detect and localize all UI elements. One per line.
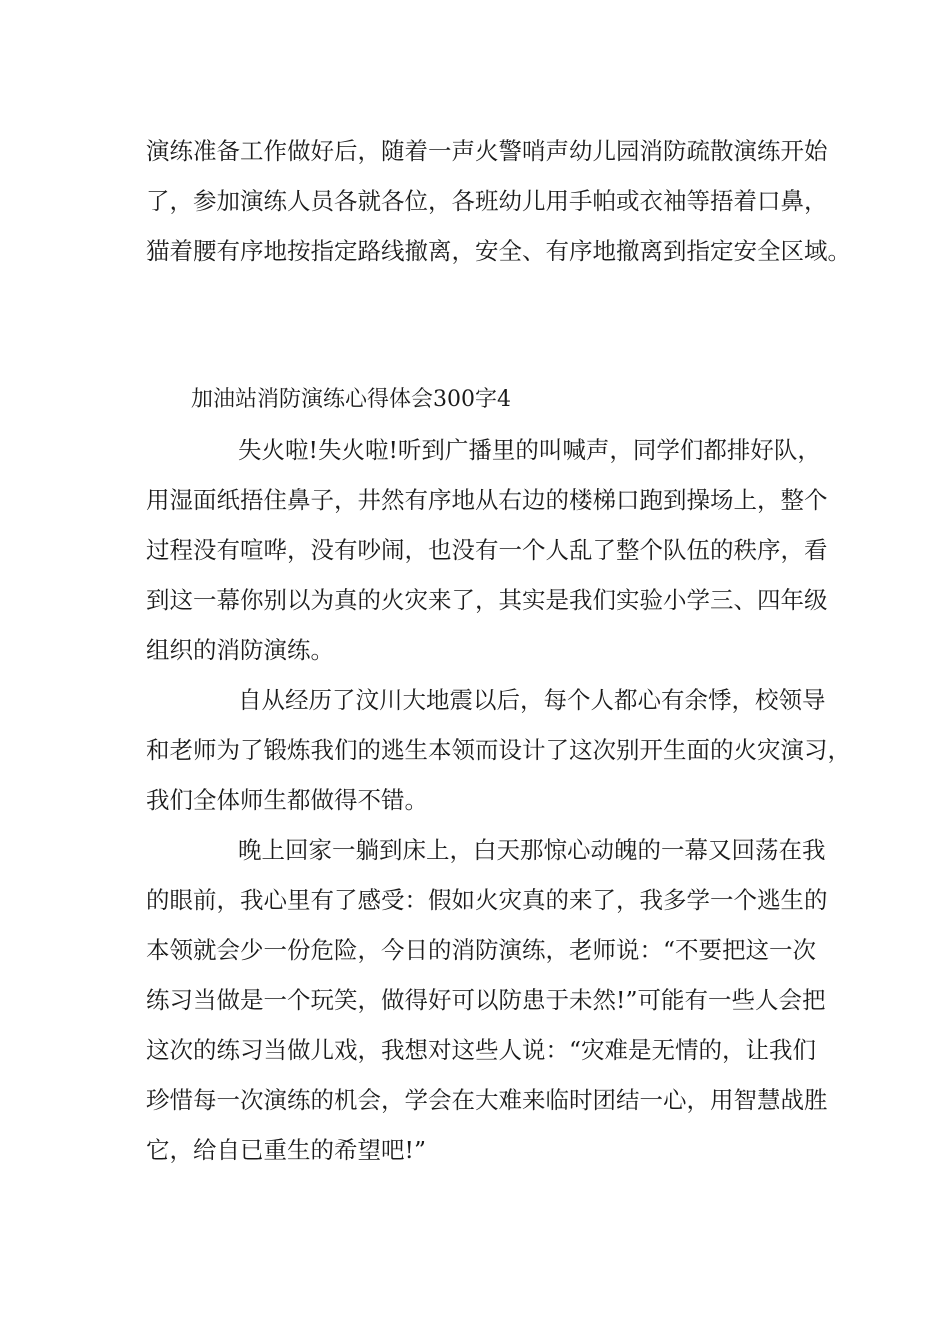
text-line: 珍惜每一次演练的机会，学会在大难来临时团结一心，用智慧战胜 [146, 1086, 828, 1114]
intro-paragraph [146, 126, 851, 276]
text-line: 我们全体师生都做得不错。 [146, 786, 428, 814]
text-line: 本领就会少一份危险，今日的消防演练，老师说：“不要把这一次 [146, 936, 817, 964]
text-line: 晚上回家一躺到床上，白天那惊心动魄的一幕又回荡在我 [238, 836, 826, 864]
paragraph-1 [146, 425, 836, 675]
paragraph-3 [146, 825, 836, 1175]
text-line: 练习当做是一个玩笑，做得好可以防患于未然!”可能有一些人会把 [146, 986, 826, 1014]
text-line: 的眼前，我心里有了感受：假如火灾真的来了，我多学一个逃生的 [146, 886, 828, 914]
text-line: 组织的消防演练。 [146, 636, 334, 664]
text-line: 它，给自已重生的希望吧!” [146, 1136, 426, 1164]
text-line: 用湿面纸捂住鼻子，井然有序地从右边的楼梯口跑到操场上，整个 [146, 486, 828, 514]
text-line: 和老师为了锻炼我们的逃生本领而设计了这次别开生面的火灾演习， [146, 736, 851, 764]
text-line: 猫着腰有序地按指定路线撤离，安全、有序地撤离到指定安全区域。 [146, 237, 851, 265]
text-line: 到这一幕你别以为真的火灾来了，其实是我们实验小学三、四年级 [146, 586, 828, 614]
text-line: 演练准备工作做好后，随着一声火警哨声幼儿园消防疏散演练开始 [146, 137, 828, 165]
text-line: 了，参加演练人员各就各位，各班幼儿用手帕或衣袖等捂着口鼻， [146, 187, 828, 215]
text-line: 失火啦!失火啦!听到广播里的叫喊声，同学们都排好队， [238, 436, 821, 464]
paragraph-2 [146, 675, 851, 825]
text-line: 这次的练习当做儿戏，我想对这些人说：“灾难是无情的，让我们 [146, 1036, 817, 1064]
section-title: 加油站消防演练心得体会300字4 [191, 387, 511, 412]
text-line: 自从经历了汶川大地震以后，每个人都心有余悸，校领导 [238, 686, 826, 714]
text-line: 过程没有喧哗，没有吵闹，也没有一个人乱了整个队伍的秩序，看 [146, 536, 828, 564]
